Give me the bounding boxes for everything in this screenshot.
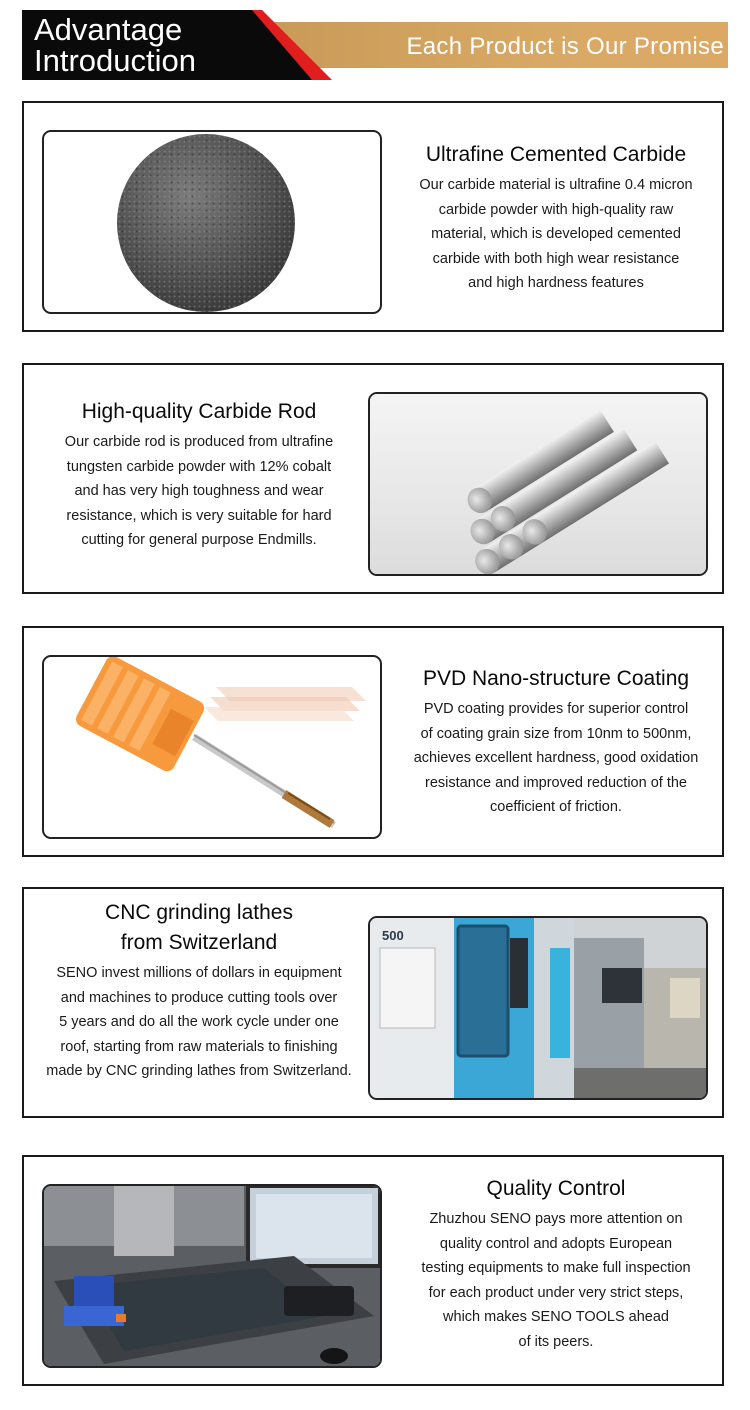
description-line: achieves excellent hardness, good oxidation — [413, 750, 699, 766]
description-line: and machines to produce cutting tools over — [60, 989, 338, 1006]
feature-text — [396, 140, 716, 296]
description-line: Our carbide material is ultrafine 0.4 micron — [419, 177, 693, 193]
description-line: and high hardness features — [468, 275, 644, 291]
feature-title-line: PVD Nano-structure Coating — [422, 667, 690, 690]
description-line: made by CNC grinding lathes from Switzerland. — [46, 1063, 352, 1079]
feature-card-ultrafine-carbide — [22, 101, 724, 332]
feature-title — [396, 664, 716, 694]
feature-text — [396, 1174, 716, 1354]
feature-title — [396, 1174, 716, 1204]
page-title-line-1: Advantage — [34, 12, 183, 47]
inspection-equipment-photo — [42, 1184, 382, 1368]
feature-title — [34, 898, 364, 958]
carbide-powder-photo — [42, 130, 382, 314]
header-banner — [22, 10, 728, 80]
feature-text — [34, 397, 364, 553]
carbide-rods-image — [370, 394, 706, 574]
cnc-workshop-photo — [368, 916, 708, 1100]
description-line: PVD coating provides for superior control — [423, 701, 689, 717]
description-line: 5 years and do all the work cycle under one — [59, 1014, 339, 1030]
description-line: Our carbide rod is produced from ultrafine — [64, 434, 334, 450]
feature-description — [396, 697, 716, 820]
page-title — [34, 14, 196, 76]
feature-description — [34, 961, 364, 1084]
description-line: Zhuzhou SENO pays more attention on — [429, 1211, 683, 1227]
feature-title-line: Ultrafine Cemented Carbide — [425, 143, 687, 166]
feature-title-line: CNC grinding lathes — [105, 901, 293, 924]
feature-title — [396, 140, 716, 170]
feature-description — [34, 430, 364, 553]
page-title-line-2: Introduction — [34, 43, 196, 78]
description-line: carbide powder with high-quality raw — [438, 201, 674, 218]
feature-card-carbide-rod — [22, 363, 724, 594]
description-line: coefficient of friction. — [490, 799, 622, 815]
description-line: carbide with both high wear resistance — [432, 250, 680, 267]
feature-title-line: from Switzerland — [120, 931, 278, 954]
description-line: cutting for general purpose Endmills. — [81, 532, 317, 548]
description-line: for each product under very strict steps, — [428, 1284, 684, 1301]
description-line: SENO invest millions of dollars in equipment — [56, 965, 342, 981]
feature-text — [396, 664, 716, 820]
description-line: of its peers. — [518, 1333, 594, 1350]
coated-endmill-photo — [42, 655, 382, 839]
inspection-image — [44, 1186, 380, 1366]
feature-card-quality-control — [22, 1155, 724, 1386]
description-line: resistance and improved reduction of the — [425, 774, 687, 791]
feature-title-line: High-quality Carbide Rod — [81, 400, 317, 423]
feature-card-pvd-coating — [22, 626, 724, 857]
feature-title — [34, 397, 364, 427]
carbide-rods-photo — [368, 392, 708, 576]
description-line: material, which is developed cemented — [431, 226, 681, 242]
description-line: resistance, which is very suitable for hard — [66, 507, 332, 524]
machine-number-label: 500 — [382, 928, 404, 943]
feature-card-cnc-lathes — [22, 887, 724, 1118]
feature-description — [396, 173, 716, 296]
description-line: testing equipments to make full inspection — [421, 1260, 691, 1276]
description-line: which makes SENO TOOLS ahead — [443, 1309, 669, 1325]
description-line: roof, starting from raw materials to finishing — [60, 1038, 338, 1055]
description-line: quality control and adopts European — [439, 1235, 673, 1252]
slogan: Each Product is Our Promise — [406, 33, 724, 60]
description-line: and has very high toughness and wear — [74, 483, 324, 499]
feature-description — [396, 1207, 716, 1354]
description-line: of coating grain size from 10nm to 500nm, — [420, 725, 692, 742]
description-line: tungsten carbide powder with 12% cobalt — [66, 458, 332, 475]
workshop-image — [370, 918, 706, 1098]
feature-title-line: Quality Control — [486, 1177, 626, 1200]
feature-text — [34, 898, 364, 1084]
endmill-image — [44, 657, 380, 837]
powder-pile-image — [117, 134, 295, 312]
